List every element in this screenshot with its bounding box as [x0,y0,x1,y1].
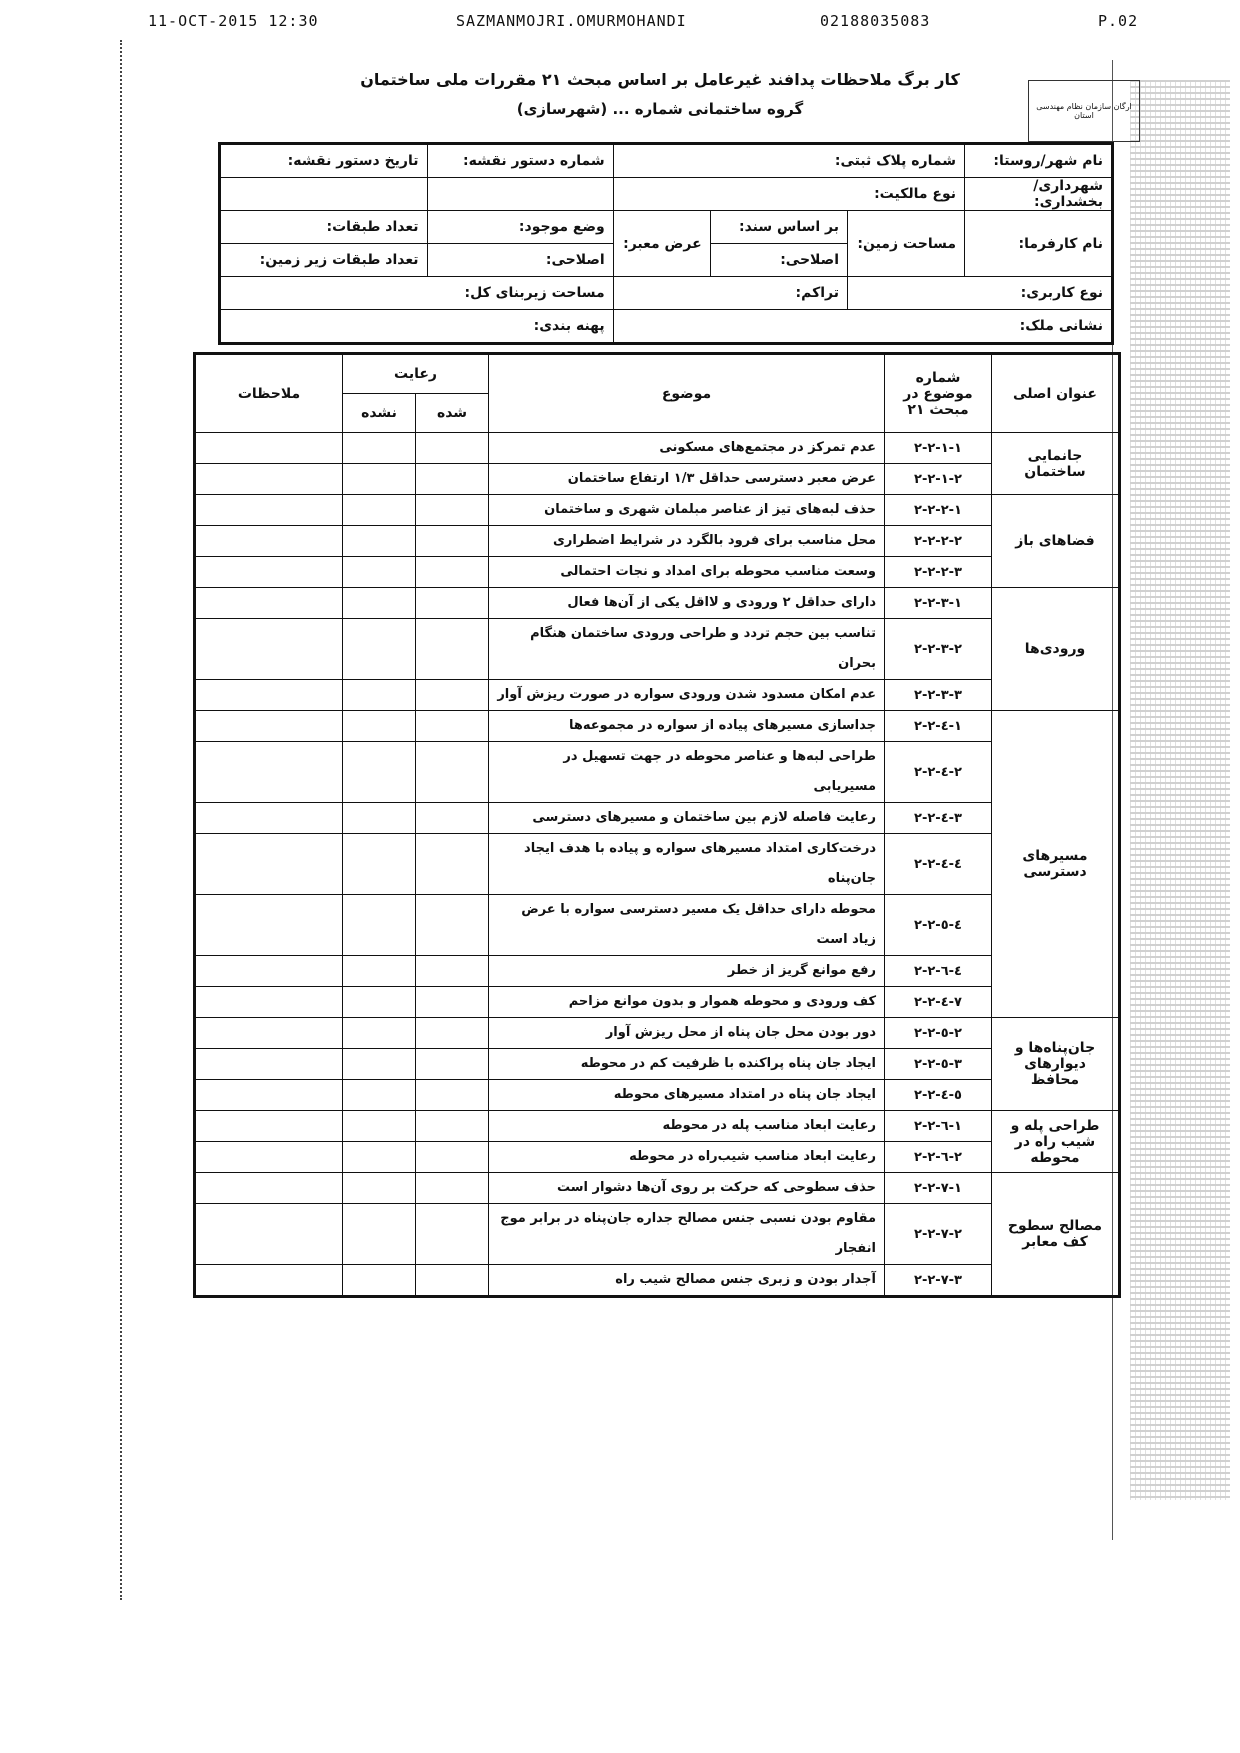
total-area-field[interactable]: مساحت زیربنای کل: [220,277,614,310]
done-checkbox-cell[interactable] [416,526,489,557]
not-done-checkbox-cell[interactable] [343,1142,416,1173]
topic-text: دارای حداقل ۲ ورودی و لااقل یکی از آن‌ها فعال [489,588,885,619]
notes-cell[interactable] [195,526,343,557]
done-checkbox-cell[interactable] [416,557,489,588]
topic-text: عدم امکان مسدود شدن ورودی سواره در صورت ریزش آوار [489,680,885,711]
topic-number: ۲-۲-۱-۲ [885,464,992,495]
topic-number: ۲-۲-۳-۲ [885,619,992,680]
topic-number: ۲-۲-٥-۲ [885,1018,992,1049]
table-row [195,1049,1120,1080]
corrected2-field[interactable]: اصلاحی: [427,244,613,277]
notes-cell[interactable] [195,1111,343,1142]
not-done-checkbox-cell[interactable] [343,895,416,956]
table-row [195,619,1120,680]
done-checkbox-cell[interactable] [416,742,489,803]
notes-cell[interactable] [195,1204,343,1265]
not-done-checkbox-cell[interactable] [343,495,416,526]
not-done-checkbox-cell[interactable] [343,588,416,619]
section-title: جانمایی ساختمان [992,433,1120,495]
table-row [195,557,1120,588]
table-row [195,1080,1120,1111]
by-deed-field[interactable]: بر اساس سند: [710,211,847,244]
topic-number: ۲-۲-٤-٦ [885,956,992,987]
header-topic-number: شماره موضوع در مبحث ۲۱ [885,354,992,433]
notes-cell[interactable] [195,1049,343,1080]
not-done-checkbox-cell[interactable] [343,1173,416,1204]
done-checkbox-cell[interactable] [416,1265,489,1297]
notes-cell[interactable] [195,588,343,619]
topic-text: وسعت مناسب محوطه برای امداد و نجات احتمالی [489,557,885,588]
topic-text: رعایت ابعاد مناسب شیب‌راه در محوطه [489,1142,885,1173]
topic-text: عرض معبر دسترسی حداقل ۱/۳ ارتفاع ساختمان [489,464,885,495]
not-done-checkbox-cell[interactable] [343,1265,416,1297]
notes-cell[interactable] [195,680,343,711]
table-row [195,1018,1120,1049]
density-field[interactable]: تراکم: [613,277,847,310]
form-title: کار برگ ملاحظات پدافند غیرعامل بر اساس مبحث ۲۱ مقررات ملی ساختمان [360,70,960,89]
not-done-checkbox-cell[interactable] [343,956,416,987]
notes-cell[interactable] [195,557,343,588]
done-checkbox-cell[interactable] [416,680,489,711]
topic-number: ۲-۲-٤-۷ [885,987,992,1018]
not-done-checkbox-cell[interactable] [343,1080,416,1111]
done-checkbox-cell[interactable] [416,1080,489,1111]
not-done-checkbox-cell[interactable] [343,433,416,464]
topic-text: حذف سطوحی که حرکت بر روی آن‌ها دشوار است [489,1173,885,1204]
done-checkbox-cell[interactable] [416,464,489,495]
topic-number: ۲-۲-٤-٥ [885,895,992,956]
topic-number: ۲-۲-۲-۳ [885,557,992,588]
topic-number: ۲-۲-۳-۱ [885,588,992,619]
corrected-field[interactable]: اصلاحی: [710,244,847,277]
topic-text: محل مناسب برای فرود بالگرد در شرایط اضطراری [489,526,885,557]
topic-text: ایجاد جان پناه در امتداد مسیرهای محوطه [489,1080,885,1111]
section-title: جان‌پناه‌ها و دیوارهای محافظ [992,1018,1120,1111]
section-title: مسیرهای دسترسی [992,711,1120,1018]
table-row [195,588,1120,619]
fax-page: P.02 [1098,12,1139,30]
section-title: طراحی پله و شیب راه در محوطه [992,1111,1120,1173]
done-checkbox-cell[interactable] [416,433,489,464]
address-field[interactable]: نشانی ملک: [613,310,1112,344]
topic-text: عدم تمرکز در مجتمع‌های مسکونی [489,433,885,464]
topic-number: ۲-۲-٦-۲ [885,1142,992,1173]
not-done-checkbox-cell[interactable] [343,1111,416,1142]
header-done: شده [416,394,489,433]
notes-cell[interactable] [195,1018,343,1049]
notes-cell[interactable] [195,895,343,956]
done-checkbox-cell[interactable] [416,495,489,526]
done-checkbox-cell[interactable] [416,1204,489,1265]
notes-cell[interactable] [195,1173,343,1204]
notes-cell[interactable] [195,1265,343,1297]
existing-status-field[interactable]: وضع موجود: [427,211,613,244]
done-checkbox-cell[interactable] [416,1049,489,1080]
table-row [195,433,1120,464]
table-row [195,495,1120,526]
topic-number: ۲-۲-۷-۳ [885,1265,992,1297]
topic-text: دور بودن محل جان پناه از محل ریزش آوار [489,1018,885,1049]
topic-text: مقاوم بودن نسبی جنس مصالح جداره جان‌پناه در برابر موج انفجار [489,1204,885,1265]
notes-cell[interactable] [195,834,343,895]
table-row [195,1173,1120,1204]
city-field[interactable]: نام شهر/روستا: [965,144,1113,178]
table-row [195,526,1120,557]
table-row [195,1265,1120,1297]
topic-text: محوطه دارای حداقل یک مسیر دسترسی سواره با عرض زیاد است [489,895,885,956]
fax-timestamp: 11-OCT-2015 12:30 [148,12,319,30]
not-done-checkbox-cell[interactable] [343,987,416,1018]
topic-text: طراحی لبه‌ها و عناصر محوطه در جهت تسهیل در مسیریابی [489,742,885,803]
topic-number: ۲-۲-۲-۲ [885,526,992,557]
occupancy-field[interactable]: پهنه بندی: [220,310,614,344]
table-row [195,834,1120,895]
table-row [195,1111,1120,1142]
not-done-checkbox-cell[interactable] [343,526,416,557]
table-row [195,1204,1120,1265]
fax-sender: SAZMANMOJRI.OMURMOHANDI [456,12,687,30]
header-not-done: نشده [343,394,416,433]
land-area-field[interactable]: مساحت زمین: [848,211,965,277]
organization-logo [1028,80,1140,142]
info-form [218,142,1114,345]
order-number-field[interactable]: شماره دستور نقشه: [427,144,613,178]
done-checkbox-cell[interactable] [416,895,489,956]
not-done-checkbox-cell[interactable] [343,711,416,742]
topic-text: رعایت ابعاد مناسب پله در محوطه [489,1111,885,1142]
table-row [195,1142,1120,1173]
done-checkbox-cell[interactable] [416,1018,489,1049]
topic-text: رفع موانع گریز از خطر [489,956,885,987]
done-checkbox-cell[interactable] [416,1111,489,1142]
left-binding-line [120,40,122,1600]
employer-field[interactable]: نام کارفرما: [965,211,1113,277]
order-date-field[interactable]: تاریخ دستور نقشه: [220,144,428,178]
scan-noise [1130,80,1230,1500]
done-checkbox-cell[interactable] [416,956,489,987]
not-done-checkbox-cell[interactable] [343,680,416,711]
table-row [195,895,1120,956]
table-row [195,680,1120,711]
done-checkbox-cell[interactable] [416,1142,489,1173]
passage-width-field[interactable]: عرض معبر: [613,211,710,277]
header-notes: ملاحظات [195,354,343,433]
topic-number: ۲-۲-۲-۱ [885,495,992,526]
notes-cell[interactable] [195,464,343,495]
table-row [195,803,1120,834]
section-title: مصالح سطوح کف معابر [992,1173,1120,1297]
done-checkbox-cell[interactable] [416,588,489,619]
notes-cell[interactable] [195,433,343,464]
basement-floors-field[interactable]: تعداد طبقات زیر زمین: [220,244,428,277]
done-checkbox-cell[interactable] [416,834,489,895]
notes-cell[interactable] [195,1080,343,1111]
table-row [195,464,1120,495]
not-done-checkbox-cell[interactable] [343,619,416,680]
notes-cell[interactable] [195,1142,343,1173]
header-main-title: عنوان اصلی [992,354,1120,433]
notes-cell[interactable] [195,711,343,742]
notes-cell[interactable] [195,619,343,680]
topic-number: ۲-۲-۳-۳ [885,680,992,711]
topic-number: ۲-۲-٤-۱ [885,711,992,742]
topic-number: ۲-۲-٤-۳ [885,803,992,834]
table-row [195,987,1120,1018]
topic-number: ۲-۲-٤-٤ [885,834,992,895]
done-checkbox-cell[interactable] [416,803,489,834]
ownership-field[interactable]: نوع مالکیت: [613,178,964,211]
not-done-checkbox-cell[interactable] [343,1204,416,1265]
done-checkbox-cell[interactable] [416,1173,489,1204]
topic-number: ۲-۲-۷-۲ [885,1204,992,1265]
municipality-field[interactable]: شهرداری/بخشداری: [965,178,1113,211]
logo-text: ارگان سازمان نظام مهندسی استان [1036,102,1132,120]
section-title: فضاهای باز [992,495,1120,588]
topic-text: حذف لبه‌های تیز از عناصر مبلمان شهری و ساختمان [489,495,885,526]
not-done-checkbox-cell[interactable] [343,834,416,895]
not-done-checkbox-cell[interactable] [343,464,416,495]
table-row [195,956,1120,987]
topic-number: ۲-۲-٤-۲ [885,742,992,803]
plaque-field[interactable]: شماره پلاک ثبتی: [613,144,964,178]
not-done-checkbox-cell[interactable] [343,803,416,834]
topic-number: ۲-۲-٥-٤ [885,1080,992,1111]
topic-number: ۲-۲-٥-۳ [885,1049,992,1080]
topic-text: تناسب بین حجم تردد و طراحی ورودی ساختمان هنگام بحران [489,619,885,680]
topic-text: رعایت فاصله لازم بین ساختمان و مسیرهای دسترسی [489,803,885,834]
topic-number: ۲-۲-۷-۱ [885,1173,992,1204]
topic-number: ۲-۲-٦-۱ [885,1111,992,1142]
topic-text: کف ورودی و محوطه هموار و بدون موانع مزاحم [489,987,885,1018]
usage-field[interactable]: نوع کاربری: [848,277,1113,310]
topic-text: جداسازی مسیرهای پیاده از سواره در مجموعه‌ها [489,711,885,742]
table-row [195,742,1120,803]
notes-cell[interactable] [195,956,343,987]
section-title: ورودی‌ها [992,588,1120,711]
not-done-checkbox-cell[interactable] [343,557,416,588]
done-checkbox-cell[interactable] [416,619,489,680]
fax-phone: 02188035083 [820,12,931,30]
checklist-table [193,352,1121,1298]
not-done-checkbox-cell[interactable] [343,1049,416,1080]
header-compliance: رعایت [343,354,489,394]
done-checkbox-cell[interactable] [416,711,489,742]
topic-text: ایجاد جان پناه پراکنده با ظرفیت کم در محوطه [489,1049,885,1080]
topic-number: ۲-۲-۱-۱ [885,433,992,464]
form-subtitle: گروه ساختمانی شماره ... (شهرسازی) [516,100,804,118]
topic-text: درخت‌کاری امتداد مسیرهای سواره و پیاده با هدف ایجاد جان‌پناه [489,834,885,895]
notes-cell[interactable] [195,803,343,834]
notes-cell[interactable] [195,495,343,526]
floors-field[interactable]: تعداد طبقات: [220,211,428,244]
notes-cell[interactable] [195,987,343,1018]
notes-cell[interactable] [195,742,343,803]
done-checkbox-cell[interactable] [416,987,489,1018]
topic-text: آجدار بودن و زبری جنس مصالح شیب راه [489,1265,885,1297]
not-done-checkbox-cell[interactable] [343,1018,416,1049]
header-topic: موضوع [489,354,885,433]
not-done-checkbox-cell[interactable] [343,742,416,803]
table-row [195,711,1120,742]
